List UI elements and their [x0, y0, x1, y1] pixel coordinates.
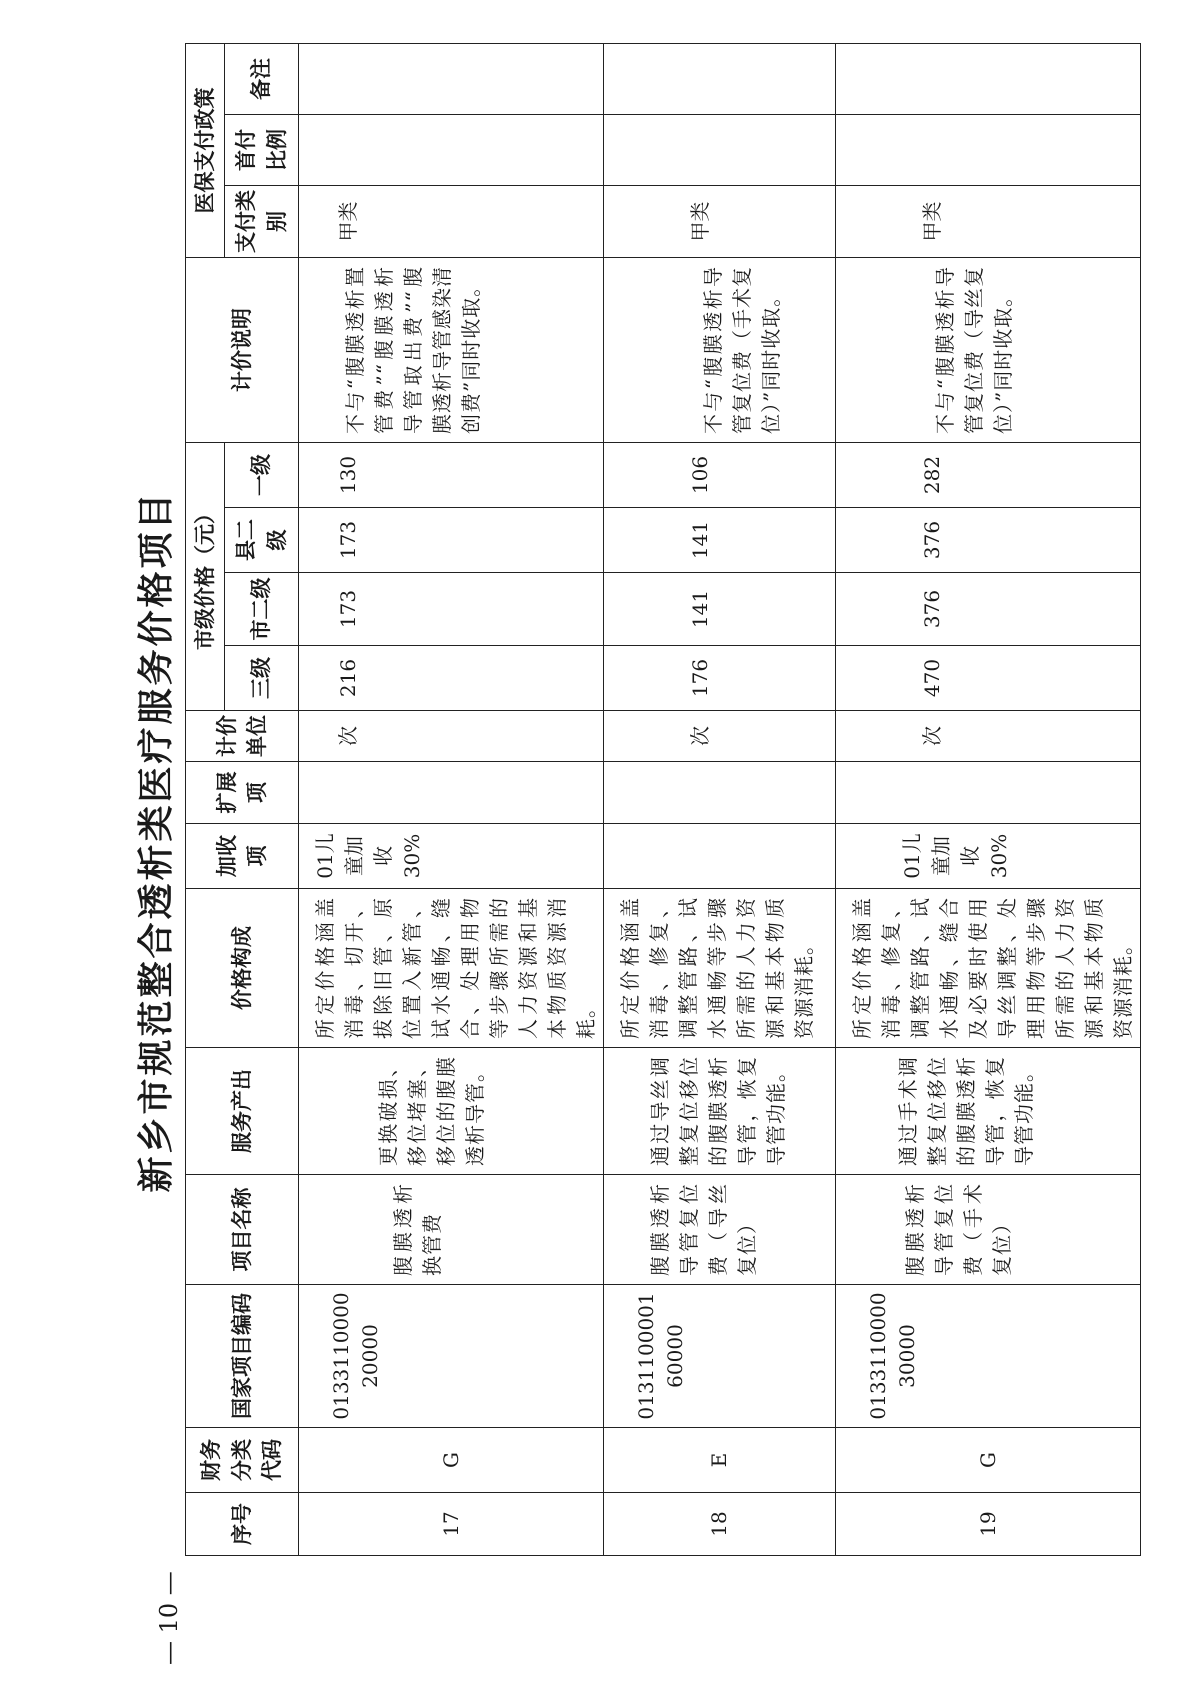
- cell-pay-category: 甲类: [604, 186, 836, 258]
- cell-item-name: 腹膜透析导管复位费（导丝复位）: [604, 1175, 836, 1285]
- price-table: [185, 43, 1141, 1556]
- cell-pricing-note: 不与“腹膜透析导管复位费（导丝复位）”同时收取。: [836, 258, 1141, 443]
- cell-price-composition: 所定价格涵盖消毒、修复、调整管路、试水通畅等步骤所需的人力资源和基本物质资源消耗。: [604, 889, 836, 1048]
- cell-level3: 176: [604, 646, 836, 711]
- cell-fin-code: G: [299, 1428, 604, 1493]
- cell-seq: 19: [836, 1493, 1141, 1556]
- cell-pricing-note: 不与“腹膜透析导管复位费（手术复位）”同时收取。: [604, 258, 836, 443]
- cell-remark: [299, 44, 604, 115]
- cell-city-level2: 141: [604, 573, 836, 646]
- page-title: 新乡市规范整合透析类医疗服务价格项目: [135, 490, 177, 1193]
- cell-seq: 18: [604, 1493, 836, 1556]
- cell-county-level2: 376: [836, 508, 1141, 573]
- cell-unit: 次: [836, 711, 1141, 762]
- cell-national-code: 013110000160000: [604, 1285, 836, 1428]
- cell-service-output: 通过手术调整复位移位的腹膜透析导管，恢复导管功能。: [836, 1048, 1141, 1175]
- cell-national-code: 013311000030000: [836, 1285, 1141, 1428]
- header-surcharge: 加收项: [186, 824, 299, 889]
- cell-unit: 次: [604, 711, 836, 762]
- header-city-level2: 市二级: [225, 573, 299, 646]
- cell-extension: [299, 762, 604, 824]
- cell-first-pay-ratio: [299, 115, 604, 186]
- header-level3: 三级: [225, 646, 299, 711]
- cell-fin-code: E: [604, 1428, 836, 1493]
- header-item-name: 项目名称: [186, 1175, 299, 1285]
- header-insurance-policy: 医保支付政策: [186, 44, 225, 258]
- cell-level3: 216: [299, 646, 604, 711]
- cell-city-level2: 376: [836, 573, 1141, 646]
- header-seq: 序号: [186, 1493, 299, 1556]
- cell-level3: 470: [836, 646, 1141, 711]
- cell-unit: 次: [299, 711, 604, 762]
- table-row: [836, 44, 1141, 1556]
- header-first-pay-ratio: 首付比例: [225, 115, 299, 186]
- header-national-code: 国家项目编码: [186, 1285, 299, 1428]
- cell-level1: 130: [299, 443, 604, 508]
- header-pricing-note: 计价说明: [186, 258, 299, 443]
- cell-level1: 106: [604, 443, 836, 508]
- table-row: [604, 44, 836, 1556]
- cell-surcharge: 01儿童加收30%: [299, 824, 604, 889]
- cell-surcharge: [604, 824, 836, 889]
- cell-extension: [604, 762, 836, 824]
- cell-remark: [604, 44, 836, 115]
- cell-pricing-note: 不与“腹膜透析置管费”“腹膜透析导管取出费”“腹膜透析导管感染清创费”同时收取。: [299, 258, 604, 443]
- header-fin-code: 财务分类代码: [186, 1428, 299, 1493]
- header-price-composition: 价格构成: [186, 889, 299, 1048]
- cell-first-pay-ratio: [604, 115, 836, 186]
- cell-item-name: 腹膜透析导管复位费（手术复位）: [836, 1175, 1141, 1285]
- header-level1: 一级: [225, 443, 299, 508]
- cell-county-level2: 141: [604, 508, 836, 573]
- cell-city-level2: 173: [299, 573, 604, 646]
- cell-surcharge: 01儿童加收30%: [836, 824, 1141, 889]
- cell-remark: [836, 44, 1141, 115]
- cell-extension: [836, 762, 1141, 824]
- cell-price-composition: 所定价格涵盖消毒、切开、拔除旧管、原位置入新管、试水通畅、缝合、处理用物等步骤所需的人力资源和基本物质资源消耗。: [299, 889, 604, 1048]
- cell-county-level2: 173: [299, 508, 604, 573]
- cell-first-pay-ratio: [836, 115, 1141, 186]
- header-county-level2: 县二级: [225, 508, 299, 573]
- cell-pay-category: 甲类: [836, 186, 1141, 258]
- cell-fin-code: G: [836, 1428, 1141, 1493]
- cell-pay-category: 甲类: [299, 186, 604, 258]
- header-city-price: 市级价格（元）: [186, 443, 225, 711]
- header-service-output: 服务产出: [186, 1048, 299, 1175]
- cell-level1: 282: [836, 443, 1141, 508]
- cell-national-code: 013311000020000: [299, 1285, 604, 1428]
- cell-item-name: 腹膜透析换管费: [299, 1175, 604, 1285]
- cell-seq: 17: [299, 1493, 604, 1556]
- page-number: — 10 —: [155, 1571, 183, 1665]
- table-row: [299, 44, 604, 1556]
- cell-service-output: 更换破损、移位堵塞、移位的腹膜透析导管。: [299, 1048, 604, 1175]
- cell-service-output: 通过导丝调整复位移位的腹膜透析导管，恢复导管功能。: [604, 1048, 836, 1175]
- header-pay-category: 支付类别: [225, 186, 299, 258]
- header-remark: 备注: [225, 44, 299, 115]
- header-extension: 扩展项: [186, 762, 299, 824]
- cell-price-composition: 所定价格涵盖消毒、修复、调整管路、试水通畅、缝合及必要时使用导丝调整、处理用物等步骤所需的人力资源和基本物质资源消耗。: [836, 889, 1141, 1048]
- header-unit: 计价单位: [186, 711, 299, 762]
